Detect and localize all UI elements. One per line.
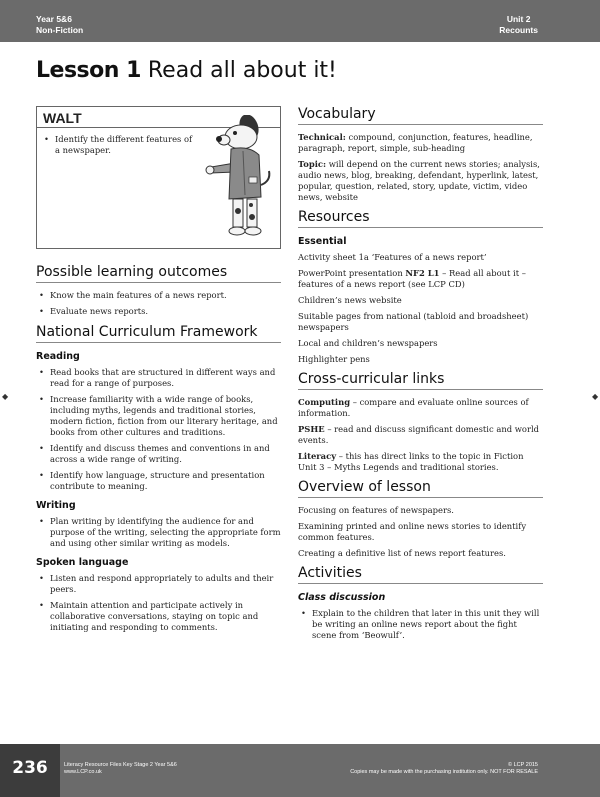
vocabulary-heading: Vocabulary xyxy=(298,106,543,125)
vocab-technical xyxy=(298,132,543,154)
writing-heading: Writing xyxy=(36,500,76,511)
lesson-number: Lesson 1 xyxy=(36,58,141,83)
unit-name-label: Recounts xyxy=(499,25,538,35)
reading-item: • Identify and discuss themes and conventions in and across a wide range of writing. xyxy=(36,443,281,465)
activities-list xyxy=(298,608,543,641)
lesson-name: Read all about it! xyxy=(147,58,337,83)
website-link[interactable]: www.LCP.co.uk xyxy=(64,769,102,775)
cross-literacy xyxy=(298,451,543,473)
overview-item: Focusing on features of newspapers. xyxy=(298,505,454,515)
overview-item: Examining printed and online news stories to identify common features. xyxy=(298,521,527,542)
walt-heading: WALT xyxy=(43,110,82,126)
ncf-heading: National Curriculum Framework xyxy=(36,324,281,343)
left-column xyxy=(36,264,281,638)
vocab-topic xyxy=(298,159,543,203)
spoken-item: • Maintain attention and participate actively in collaborative conversations, staying on topic and initiating and responding to comments. xyxy=(36,600,281,633)
header-bar xyxy=(0,0,600,42)
writing-list xyxy=(36,516,281,549)
copyright: © LCP 2015 xyxy=(508,762,538,768)
copy-notice: Copies may be made with the purchasing institution only. NOT FOR RESALE xyxy=(350,769,538,775)
spoken-heading: Spoken language xyxy=(36,557,129,568)
cross-computing xyxy=(298,397,543,419)
page-title xyxy=(36,58,337,83)
writing-item: • Plan writing by identifying the audience for and purpose of the writing, selecting the appropriate form and using other similar writing as models. xyxy=(36,516,281,549)
resource-item: Local and children’s newspapers xyxy=(298,338,438,348)
footer-bar xyxy=(0,744,600,797)
header-left xyxy=(36,14,83,36)
registration-mark-left: ◆ xyxy=(2,392,9,401)
literacy-label: Literacy xyxy=(298,451,337,461)
literacy-text: – this has direct links to the topic in Fiction Unit 3 – Myths Legends and traditional stories. xyxy=(298,451,524,472)
outcomes-list xyxy=(36,290,281,317)
topic-label: Topic: xyxy=(298,159,327,169)
cross-pshe xyxy=(298,424,543,446)
topic-text: will depend on the current news stories; analysis, audio news, blog, breaking, defendant, hyperlink, latest, popular, question, related, story, update, victim, video news, website xyxy=(298,159,540,202)
resources-heading: Resources xyxy=(298,209,543,228)
pshe-label: PSHE xyxy=(298,424,325,434)
right-column xyxy=(298,106,543,646)
outcomes-heading: Possible learning outcomes xyxy=(36,264,281,283)
header-right xyxy=(499,14,538,36)
computing-text: – compare and evaluate online sources of information. xyxy=(298,397,529,418)
dog-mascot-icon xyxy=(205,115,275,240)
pshe-text: – read and discuss significant domestic and world events. xyxy=(298,424,539,445)
reading-item: • Increase familiarity with a wide range of books, including myths, legends and traditional stories, modern fiction, fiction from our literary heritage, and books from other cultures and traditions. xyxy=(36,394,281,438)
technical-text: compound, conjunction, features, headline, paragraph, report, simple, sub-heading xyxy=(298,132,533,153)
category-label: Non-Fiction xyxy=(36,25,84,35)
ppt-code: NF2 L1 xyxy=(405,268,440,278)
year-label: Year 5&6 xyxy=(36,14,72,24)
resource-item: Suitable pages from national (tabloid and broadsheet) newspapers xyxy=(298,311,529,332)
book-title: Literacy Resource Files Key Stage 2 Year 5&6 xyxy=(64,762,177,768)
page-number: 236 xyxy=(0,744,60,797)
registration-mark-right: ◆ xyxy=(592,392,599,401)
activity-item: • Explain to the children that later in this unit they will be writing an online news report about the fight scene from ‘Beowulf’. xyxy=(298,608,543,641)
essential-heading: Essential xyxy=(298,236,347,247)
overview-item: Creating a definitive list of news report features. xyxy=(298,548,506,558)
reading-item: • Identify how language, structure and presentation contribute to meaning. xyxy=(36,470,281,492)
resource-item: Activity sheet 1a ‘Features of a news report’ xyxy=(298,252,487,262)
reading-item: • Read books that are structured in different ways and read for a range of purposes. xyxy=(36,367,281,389)
spoken-list xyxy=(36,573,281,633)
spoken-item: • Listen and respond appropriately to adults and their peers. xyxy=(36,573,281,595)
reading-heading: Reading xyxy=(36,351,80,362)
class-discussion-heading: Class discussion xyxy=(298,592,386,603)
walt-list xyxy=(41,134,199,161)
computing-label: Computing xyxy=(298,397,351,407)
ppt-text: PowerPoint presentation xyxy=(298,268,406,278)
outcome-item: • Know the main features of a news report. xyxy=(36,290,281,301)
unit-label: Unit 2 xyxy=(506,14,531,24)
walt-box xyxy=(36,106,281,249)
footer-legal xyxy=(350,762,538,776)
reading-list xyxy=(36,367,281,492)
ppt-text-rest: – Read all about it – features of a news report (see LCP CD) xyxy=(298,268,526,289)
resource-item: Highlighter pens xyxy=(298,354,370,364)
outcome-item: • Evaluate news reports. xyxy=(36,306,281,317)
cross-curricular-heading: Cross-curricular links xyxy=(298,371,543,390)
walt-item: • Identify the different features of a newspaper. xyxy=(41,134,199,156)
activities-heading: Activities xyxy=(298,565,543,584)
resource-item-powerpoint xyxy=(298,268,543,290)
footer-book-info xyxy=(64,762,177,776)
overview-heading: Overview of lesson xyxy=(298,479,543,498)
resource-item: Children’s news website xyxy=(298,295,402,305)
technical-label: Technical: xyxy=(298,132,346,142)
